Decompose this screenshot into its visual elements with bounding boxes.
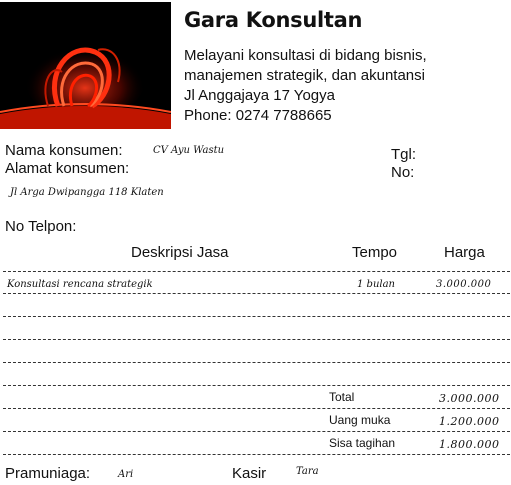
total-label: Total xyxy=(329,390,355,404)
total-value: 3.000.000 xyxy=(439,392,500,405)
column-header-price: Harga xyxy=(444,244,485,261)
balance-value: 1.800.000 xyxy=(439,438,500,451)
row-term: 1 bulan xyxy=(357,279,395,290)
table-divider xyxy=(3,431,510,432)
sales-label: Pramuniaga: xyxy=(5,465,91,482)
table-divider xyxy=(3,385,510,386)
down-payment-value: 1.200.000 xyxy=(439,415,500,428)
date-label: Tgl: xyxy=(391,146,417,163)
column-header-description: Deskripsi Jasa xyxy=(131,244,229,261)
customer-name-value: CV Ayu Wastu xyxy=(153,145,225,156)
table-divider xyxy=(3,339,510,340)
cashier-value: Tara xyxy=(296,466,319,477)
table-divider xyxy=(3,271,510,272)
cashier-label: Kasir xyxy=(232,465,267,482)
company-tagline-2: manajemen strategik, dan akuntansi xyxy=(184,67,425,84)
company-address: Jl Anggajaya 17 Yogya xyxy=(184,87,335,104)
table-divider xyxy=(3,293,510,294)
flare-graphic xyxy=(0,2,171,129)
customer-address-label: Alamat konsumen: xyxy=(5,160,130,177)
balance-label: Sisa tagihan xyxy=(329,436,396,450)
table-divider xyxy=(3,408,510,409)
number-label: No: xyxy=(391,164,415,181)
company-name: Gara Konsultan xyxy=(184,8,363,32)
table-divider xyxy=(3,454,510,455)
company-phone: Phone: 0274 7788665 xyxy=(184,107,332,124)
company-tagline-1: Melayani konsultasi di bidang bisnis, xyxy=(184,47,427,64)
sales-value: Ari xyxy=(118,469,134,480)
row-description: Konsultasi rencana strategik xyxy=(7,279,153,290)
row-price: 3.000.000 xyxy=(436,279,492,290)
table-divider xyxy=(3,362,510,363)
customer-phone-label: No Telpon: xyxy=(5,218,77,235)
company-logo-image xyxy=(0,2,171,129)
table-divider xyxy=(3,316,510,317)
down-payment-label: Uang muka xyxy=(329,413,391,427)
customer-name-label: Nama konsumen: xyxy=(5,142,123,159)
column-header-term: Tempo xyxy=(352,244,398,261)
customer-address-value: Jl Arga Dwipangga 118 Klaten xyxy=(10,187,164,198)
